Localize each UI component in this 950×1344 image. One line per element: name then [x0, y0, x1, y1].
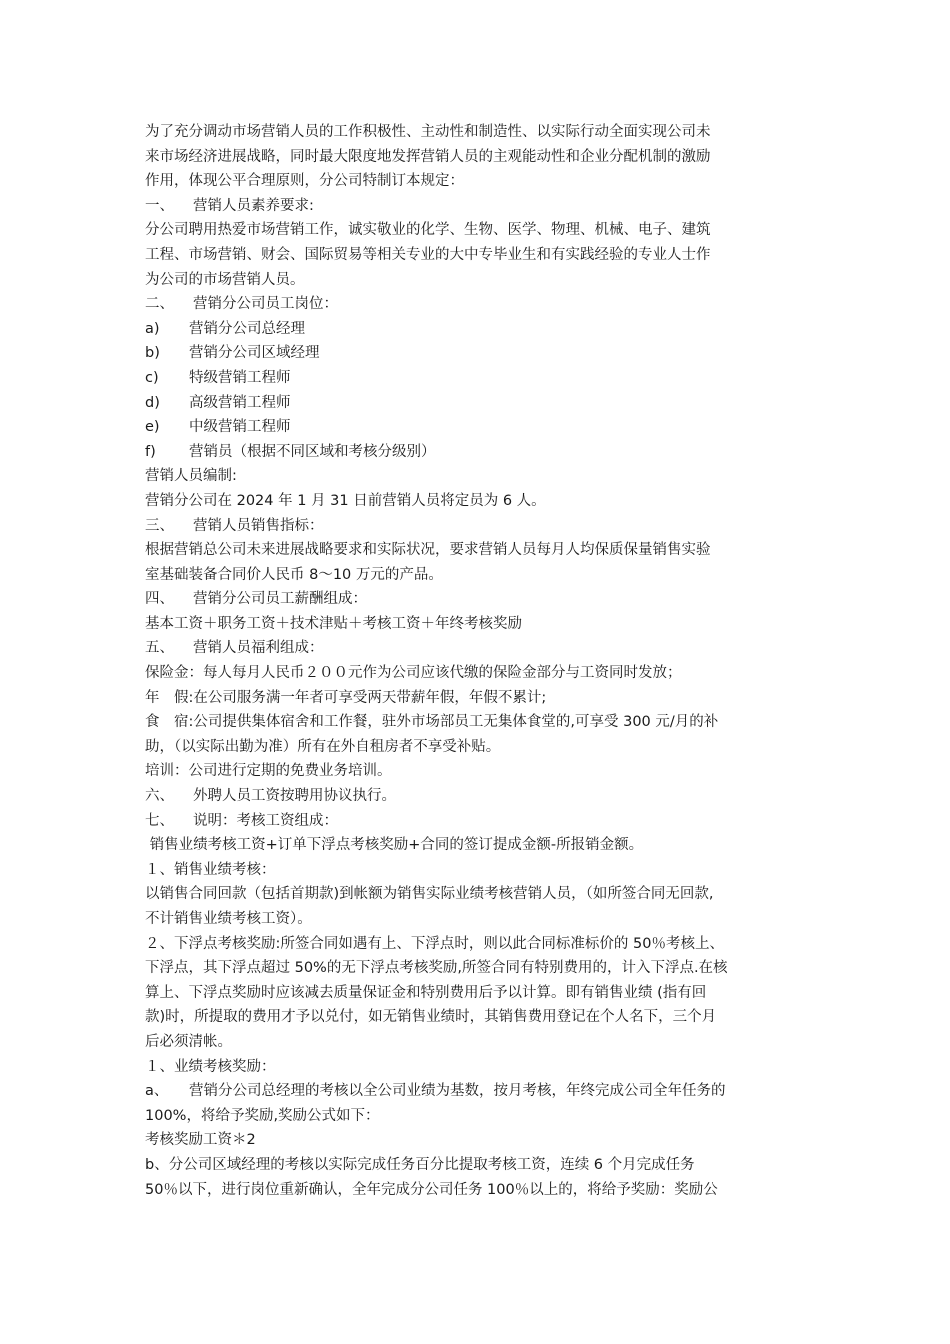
text-line [145, 1079, 815, 1104]
list-marker: f) [145, 443, 156, 460]
vacation-text: 年 假:在公司服务满一年者可享受两天带薪年假，年假不累计; [145, 689, 547, 706]
qualification-paragraph [145, 218, 815, 292]
staffing-text: 营销分公司在 2024 年 1 月 31 日前营销人员将定员为 6 人。 [145, 492, 546, 509]
section-heading-1 [145, 194, 815, 219]
position-label: 营销分公司区域经理 [189, 345, 320, 362]
subsection-title: １、销售业绩考核： [145, 861, 276, 878]
text-segment: 营销分公司总经理的考核以全公司业绩为基数，按月考核，年终完成公司全年任务的 [189, 1083, 726, 1100]
text-line: 算上、下浮点奖励时应该减去质量保证金和特别费用后予以计算。即有销售业绩 (指有回 [145, 984, 707, 1001]
section-heading-7 [145, 809, 815, 834]
text-line: 工程、市场营销、财会、国际贸易等相关专业的大中专毕业生和有实践经验的专业人士作 [145, 246, 711, 263]
lodging-paragraph [145, 710, 815, 759]
text-line: 款)时，所提取的费用才予以兑付，如无销售业绩时，其销售费用登记在个人名下，三个月 [145, 1009, 717, 1026]
section-marker: 六、 [145, 788, 174, 805]
list-marker: d) [145, 394, 160, 411]
assessment-formula: 销售业绩考核工资+订单下浮点考核奖励+合同的签订提成金额-所报销金额。 [145, 837, 644, 854]
section-title: 营销人员销售指标： [193, 517, 324, 534]
document-page [145, 120, 815, 1202]
position-label: 营销员（根据不同区域和考核分级别） [189, 443, 436, 460]
section-heading-4 [145, 587, 815, 612]
section-marker: 三、 [145, 517, 174, 534]
text-line: 分公司聘用热爱市场营销工作，诚实敬业的化学、生物、医学、物理、机械、电子、建筑 [145, 222, 711, 239]
float-point-paragraph [145, 932, 815, 1055]
sales-assessment-paragraph [145, 882, 815, 931]
intro-paragraph [145, 120, 815, 194]
section-title: 营销分公司员工薪酬组成： [193, 591, 367, 608]
text-line: ２、下浮点考核奖励:所签合同如遇有上、下浮点时，则以此合同标准标价的 50％考核上、 [145, 935, 724, 952]
section-marker: 四、 [145, 591, 174, 608]
position-label: 营销分公司总经理 [189, 320, 305, 337]
text-line: 作用，体现公平合理原则，分公司特制订本规定： [145, 173, 464, 190]
regional-manager-paragraph [145, 1153, 815, 1202]
section-title: 营销人员素养要求: [193, 197, 314, 214]
position-item [145, 391, 815, 416]
list-marker: a、 [145, 1083, 169, 1100]
position-item [145, 317, 815, 342]
subsection-title: １、业绩考核奖励： [145, 1058, 276, 1075]
position-label: 特级营销工程师 [189, 369, 291, 386]
training-text: 培训：公司进行定期的免费业务培训。 [145, 763, 392, 780]
staffing-title: 营销人员编制: [145, 468, 237, 485]
text-line: 来市场经济进展战略，同时最大限度地发挥营销人员的主观能动性和企业分配机制的激励 [145, 148, 711, 165]
position-label: 高级营销工程师 [189, 394, 291, 411]
position-label: 中级营销工程师 [189, 419, 291, 436]
section-title: 营销人员福利组成： [193, 640, 324, 657]
section-heading-2 [145, 292, 815, 317]
section-title: 营销分公司员工岗位： [193, 296, 338, 313]
section-marker: 七、 [145, 812, 174, 829]
section-heading-6 [145, 784, 815, 809]
text-line: 根据营销总公司未来进展战略要求和实际状况，要求营销人员每月人均保质保量销售实验 [145, 542, 711, 559]
position-item [145, 366, 815, 391]
text-line: 以销售合同回款（包括首期款)到帐额为销售实际业绩考核营销人员，（如所签合同无回款, [145, 886, 714, 903]
manager-bonus-paragraph [145, 1079, 815, 1128]
section-title: 说明：考核工资组成： [193, 812, 338, 829]
text-line: 不计销售业绩考核工资）。 [145, 911, 312, 927]
section-marker: 二、 [145, 296, 174, 313]
list-marker: b) [145, 345, 160, 362]
text-line: 100%，将给予奖励,奖励公式如下： [145, 1107, 380, 1124]
text-line: 食 宿:公司提供集体宿舍和工作餐，驻外市场部员工无集体食堂的,可享受 300 元/月的补 [145, 714, 719, 731]
section-heading-5 [145, 636, 815, 661]
insurance-text: 保险金：每人每月人民币２００元作为公司应该代缴的保险金部分与工资同时发放； [145, 665, 682, 682]
list-marker: e) [145, 419, 160, 436]
list-marker: a) [145, 320, 160, 337]
text-line: 50％以下，进行岗位重新确认，全年完成分公司任务 100％以上的，将给予奖励：奖励公 [145, 1181, 718, 1198]
position-item [145, 415, 815, 440]
section-title: 外聘人员工资按聘用协议执行。 [193, 788, 396, 805]
position-item [145, 440, 815, 465]
section-marker: 五、 [145, 640, 174, 657]
text-line: 为了充分调动市场营销人员的工作积极性、主动性和制造性、以实际行动全面实现公司未 [145, 124, 711, 140]
text-line: 下浮点，其下浮点超过 50%的无下浮点考核奖励,所签合同有特别费用的，计入下浮点.在核 [145, 960, 728, 977]
position-item [145, 341, 815, 366]
sales-target-paragraph [145, 538, 815, 587]
section-heading-3 [145, 514, 815, 539]
text-line: 室基础装备合同价人民币 8～10 万元的产品。 [145, 566, 443, 583]
text-line: b、分公司区域经理的考核以实际完成任务百分比提取考核工资，连续 6 个月完成任务 [145, 1156, 695, 1173]
text-line: 为公司的市场营销人员。 [145, 271, 305, 288]
text-line: 后必须清帐。 [145, 1033, 232, 1050]
text-line: 助，（以实际出勤为准）所有在外自租房者不享受补贴。 [145, 738, 501, 755]
list-marker: c) [145, 369, 159, 386]
salary-formula: 基本工资＋职务工资＋技术津贴＋考核工资＋年终考核奖励 [145, 615, 522, 632]
bonus-formula: 考核奖励工资＊2 [145, 1132, 256, 1149]
section-marker: 一、 [145, 197, 174, 214]
